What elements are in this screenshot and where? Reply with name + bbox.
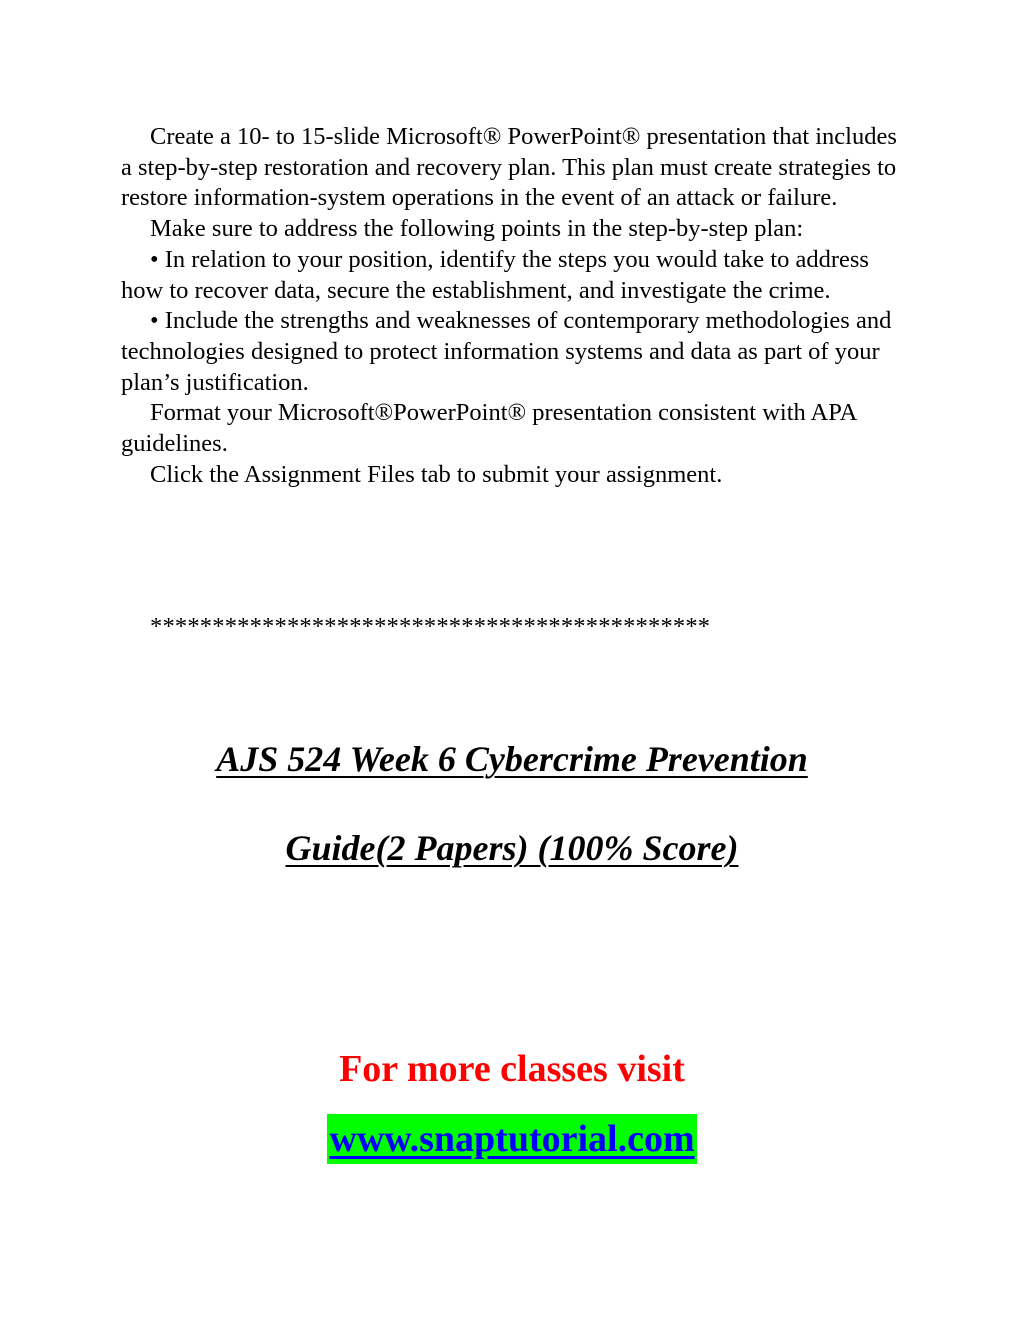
- paragraph-submit: Click the Assignment Files tab to submit your assignment.: [150, 460, 723, 488]
- paragraph-intro: Create a 10- to 15-slide Microsoft® PowerPoint® presentation that includes a step-by-step restoration and recovery plan. This plan must create strategies to restore information-system operations in the event of an attack or failure.: [121, 123, 897, 212]
- promo-text: For more classes visit: [339, 1048, 685, 1090]
- document-title-line-2: Guide(2 Papers) (100% Score): [285, 828, 739, 868]
- paragraph-format: Format your Microsoft®PowerPoint® presentation consistent with APA guidelines.: [121, 399, 856, 458]
- instructions-body: [121, 122, 911, 490]
- document-title-line-1: AJS 524 Week 6 Cybercrime Prevention: [216, 739, 808, 779]
- snaptutorial-link[interactable]: www.snaptutorial.com: [327, 1114, 696, 1164]
- asterisk-separator: *********************************************: [150, 613, 711, 640]
- bullet-recover-data: • In relation to your position, identify the steps you would take to address how to recover data, secure the establishment, and investigate the crime.: [121, 245, 869, 304]
- paragraph-address-points: Make sure to address the following points in the step-by-step plan:: [150, 215, 804, 243]
- promo-link-container: [0, 1114, 1024, 1164]
- bullet-strengths-weaknesses: • Include the strengths and weaknesses of contemporary methodologies and technologies designed to protect information systems and data as part of your plan’s justification.: [121, 307, 892, 396]
